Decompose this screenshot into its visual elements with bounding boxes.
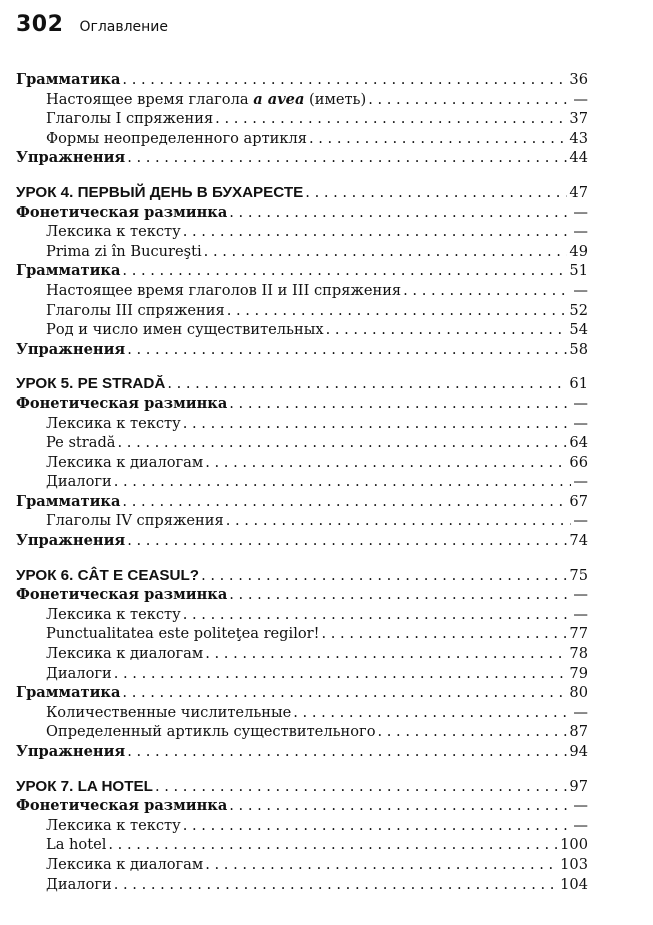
toc-entry-title: Лексика к тексту [46, 816, 181, 834]
dot-leader [201, 566, 567, 586]
dot-leader [229, 394, 571, 414]
toc-entry-title: Грамматика [16, 492, 121, 510]
toc-entry-title: Глаголы IV спряжения [46, 512, 224, 530]
dot-leader [114, 875, 558, 895]
dot-leader [377, 722, 567, 742]
toc-entry[interactable] [16, 472, 588, 492]
toc-entry-page: — [573, 512, 588, 530]
toc-entry-title: Punctualitatea este politeţea regilor! [46, 625, 320, 643]
dot-leader [326, 320, 568, 340]
toc-entry-title: Диалоги [46, 473, 112, 491]
toc-entry-title: Количественные числительные [46, 703, 292, 721]
toc-entry-title: Лексика к тексту [46, 414, 181, 432]
dot-leader [204, 242, 568, 262]
toc-group-lesson-3-continued [16, 70, 588, 168]
toc-entry-title: Диалоги [46, 875, 112, 893]
toc-entry-title: УРОК 5. PE STRADĂ [16, 375, 166, 393]
toc-entry-title: La hotel [46, 836, 107, 854]
toc-entry-page: 58 [569, 340, 588, 358]
toc-entry-title-post: (иметь) [304, 90, 367, 108]
dot-leader [226, 511, 572, 531]
dot-leader [155, 777, 567, 797]
dot-leader [305, 183, 567, 203]
running-head: Оглавление [79, 19, 169, 35]
toc-group-lesson-7 [16, 777, 588, 895]
dot-leader [122, 492, 567, 512]
toc-entry[interactable] [16, 722, 588, 742]
toc-entry-page: 78 [569, 645, 588, 663]
dot-leader [122, 70, 567, 90]
toc-entry[interactable] [16, 433, 588, 453]
toc-entry-title: Род и число имен существительных [46, 321, 324, 339]
toc-entry-title: Глаголы III спряжения [46, 301, 225, 319]
toc-entry-page: 49 [569, 242, 588, 260]
dot-leader [127, 531, 567, 551]
dot-leader [205, 453, 567, 473]
dot-leader [183, 414, 572, 434]
toc-entry-phonetic-warmup[interactable] [16, 585, 588, 605]
toc-entry-title: Pe stradă [46, 434, 116, 452]
toc-entry-exercises[interactable] [16, 742, 588, 762]
dot-leader [205, 644, 567, 664]
toc-entry[interactable] [16, 855, 588, 875]
toc-entry-page: 43 [569, 129, 588, 147]
toc-entry-page: 47 [569, 183, 588, 201]
toc-entry[interactable] [16, 644, 588, 664]
toc-group-lesson-5 [16, 374, 588, 550]
toc-entry-title: Лексика к диалогам [46, 855, 204, 873]
toc-entry-page: 94 [569, 743, 588, 760]
toc-entry-title: Грамматика [16, 684, 121, 702]
toc-entry-title: УРОК 6. CÂT E CEASUL? [16, 566, 200, 584]
dot-leader [309, 129, 567, 149]
toc-group-lesson-4 [16, 183, 588, 359]
toc-entry-page: — [573, 394, 588, 412]
toc-entry-lesson-heading[interactable] [16, 183, 588, 203]
toc-group-lesson-6 [16, 566, 588, 762]
dot-leader [229, 585, 571, 605]
toc-entry-page: 100 [560, 836, 588, 854]
page-header [16, 12, 168, 37]
toc-entry-page: 103 [560, 855, 588, 873]
toc-entry-page: 37 [569, 110, 588, 128]
dot-leader [167, 374, 567, 394]
toc-entry-phonetic-warmup[interactable] [16, 203, 588, 223]
toc-entry-page: — [573, 473, 588, 491]
toc-entry-phonetic-warmup[interactable] [16, 394, 588, 414]
toc-entry-page: 36 [569, 71, 588, 88]
toc-entry-title: Фонетическая разминка [16, 203, 228, 221]
toc-entry-grammar[interactable] [16, 70, 588, 90]
toc-entry-page: 97 [569, 777, 588, 795]
dot-leader [183, 605, 572, 625]
toc-entry-grammar[interactable] [16, 683, 588, 703]
dot-leader [183, 816, 572, 836]
toc-entry-title: УРОК 7. LA HOTEL [16, 777, 153, 795]
toc-entry-page: — [573, 586, 588, 604]
toc-entry-title: Упражнения [16, 340, 126, 358]
toc-entry-page: — [573, 281, 588, 299]
toc-entry-exercises[interactable] [16, 340, 588, 360]
toc-entry[interactable] [16, 242, 588, 262]
toc-entry-page: — [573, 703, 588, 721]
dot-leader [321, 624, 567, 644]
toc-entry-title: Формы неопределенного артикля [46, 129, 307, 147]
toc-entry-page: 77 [569, 625, 588, 643]
toc-entry[interactable] [16, 816, 588, 836]
dot-leader [227, 301, 568, 321]
toc-entry-page: 74 [569, 532, 588, 550]
toc-entry-lesson-heading[interactable] [16, 777, 588, 797]
toc-entry-title-pre: Настоящее время глагола [46, 90, 254, 108]
dot-leader [108, 835, 558, 855]
toc-entry-title [46, 90, 366, 110]
toc-entry-page: — [573, 223, 588, 241]
page-number: 302 [16, 12, 64, 37]
toc-entry-grammar[interactable] [16, 261, 588, 281]
toc-entry[interactable] [16, 703, 588, 723]
toc-entry-title: Настоящее время глаголов II и III спряжения [46, 281, 402, 299]
toc-entry[interactable] [16, 511, 588, 531]
toc-entry-title: Упражнения [16, 743, 126, 760]
toc-entry[interactable] [16, 875, 588, 895]
table-of-contents [16, 70, 588, 909]
toc-entry[interactable] [16, 664, 588, 684]
toc-entry-lesson-heading[interactable] [16, 374, 588, 394]
toc-entry-page: 87 [569, 723, 588, 741]
toc-entry[interactable] [16, 453, 588, 473]
dot-leader [118, 433, 568, 453]
toc-entry[interactable] [16, 222, 588, 242]
toc-entry-page: 61 [569, 375, 588, 393]
dot-leader [114, 472, 572, 492]
toc-entry-page: 75 [569, 566, 588, 584]
dot-leader [127, 340, 567, 360]
toc-entry-exercises[interactable] [16, 148, 588, 168]
toc-entry-lesson-heading[interactable] [16, 566, 588, 586]
toc-entry[interactable] [16, 835, 588, 855]
toc-entry-page: 64 [569, 434, 588, 452]
toc-entry[interactable] [16, 90, 588, 110]
toc-entry[interactable] [16, 320, 588, 340]
toc-entry-title: Грамматика [16, 71, 121, 88]
dot-leader [215, 109, 567, 129]
toc-entry-title: Фонетическая разминка [16, 394, 228, 412]
toc-entry-title: Prima zi în Bucureşti [46, 242, 202, 260]
toc-entry-page: — [573, 797, 588, 815]
dot-leader [183, 222, 572, 242]
dot-leader [122, 261, 567, 281]
toc-entry[interactable] [16, 301, 588, 321]
toc-entry[interactable] [16, 605, 588, 625]
toc-entry-page: — [573, 414, 588, 432]
toc-entry-page: 67 [569, 492, 588, 510]
dot-leader [229, 203, 571, 223]
toc-entry-page: — [573, 203, 588, 221]
toc-entry-page: 51 [569, 262, 588, 280]
toc-entry-page: — [573, 90, 588, 108]
toc-entry-title: Глаголы I спряжения [46, 110, 214, 128]
toc-entry-page: 104 [560, 875, 588, 893]
toc-entry-page: — [573, 605, 588, 623]
toc-entry-title: Упражнения [16, 149, 126, 167]
dot-leader [122, 683, 567, 703]
dot-leader [114, 664, 568, 684]
toc-entry-title: Диалоги [46, 664, 112, 682]
toc-entry-title: Фонетическая разминка [16, 586, 228, 604]
toc-entry-grammar[interactable] [16, 492, 588, 512]
toc-entry-exercises[interactable] [16, 531, 588, 551]
toc-entry[interactable] [16, 624, 588, 644]
toc-entry-title: Лексика к тексту [46, 605, 181, 623]
toc-entry-page: 54 [569, 321, 588, 339]
dot-leader [127, 148, 567, 168]
dot-leader [127, 742, 567, 762]
toc-entry-page: 66 [569, 453, 588, 471]
toc-entry[interactable] [16, 109, 588, 129]
dot-leader [403, 281, 571, 301]
dot-leader [205, 855, 558, 875]
dot-leader [229, 796, 571, 816]
toc-entry-page: 44 [569, 149, 588, 167]
toc-entry-title: Лексика к тексту [46, 223, 181, 241]
toc-entry[interactable] [16, 281, 588, 301]
toc-entry-page: 79 [569, 664, 588, 682]
toc-entry-title: Грамматика [16, 262, 121, 280]
toc-entry-title: Определенный артикль существительного [46, 723, 376, 741]
toc-entry-phonetic-warmup[interactable] [16, 796, 588, 816]
toc-entry-title: Фонетическая разминка [16, 797, 228, 815]
toc-entry-title: УРОК 4. ПЕРВЫЙ ДЕНЬ В БУХАРЕСТЕ [16, 183, 304, 201]
toc-entry[interactable] [16, 414, 588, 434]
toc-entry-title: Лексика к диалогам [46, 645, 204, 663]
toc-entry-title-emphasis: a avea [253, 90, 305, 108]
toc-entry-title: Лексика к диалогам [46, 453, 204, 471]
dot-leader [368, 90, 571, 110]
toc-entry-page: 80 [569, 684, 588, 702]
toc-entry-page: — [573, 816, 588, 834]
toc-entry[interactable] [16, 129, 588, 149]
dot-leader [293, 703, 571, 723]
toc-entry-title: Упражнения [16, 532, 126, 550]
toc-entry-page: 52 [569, 301, 588, 319]
